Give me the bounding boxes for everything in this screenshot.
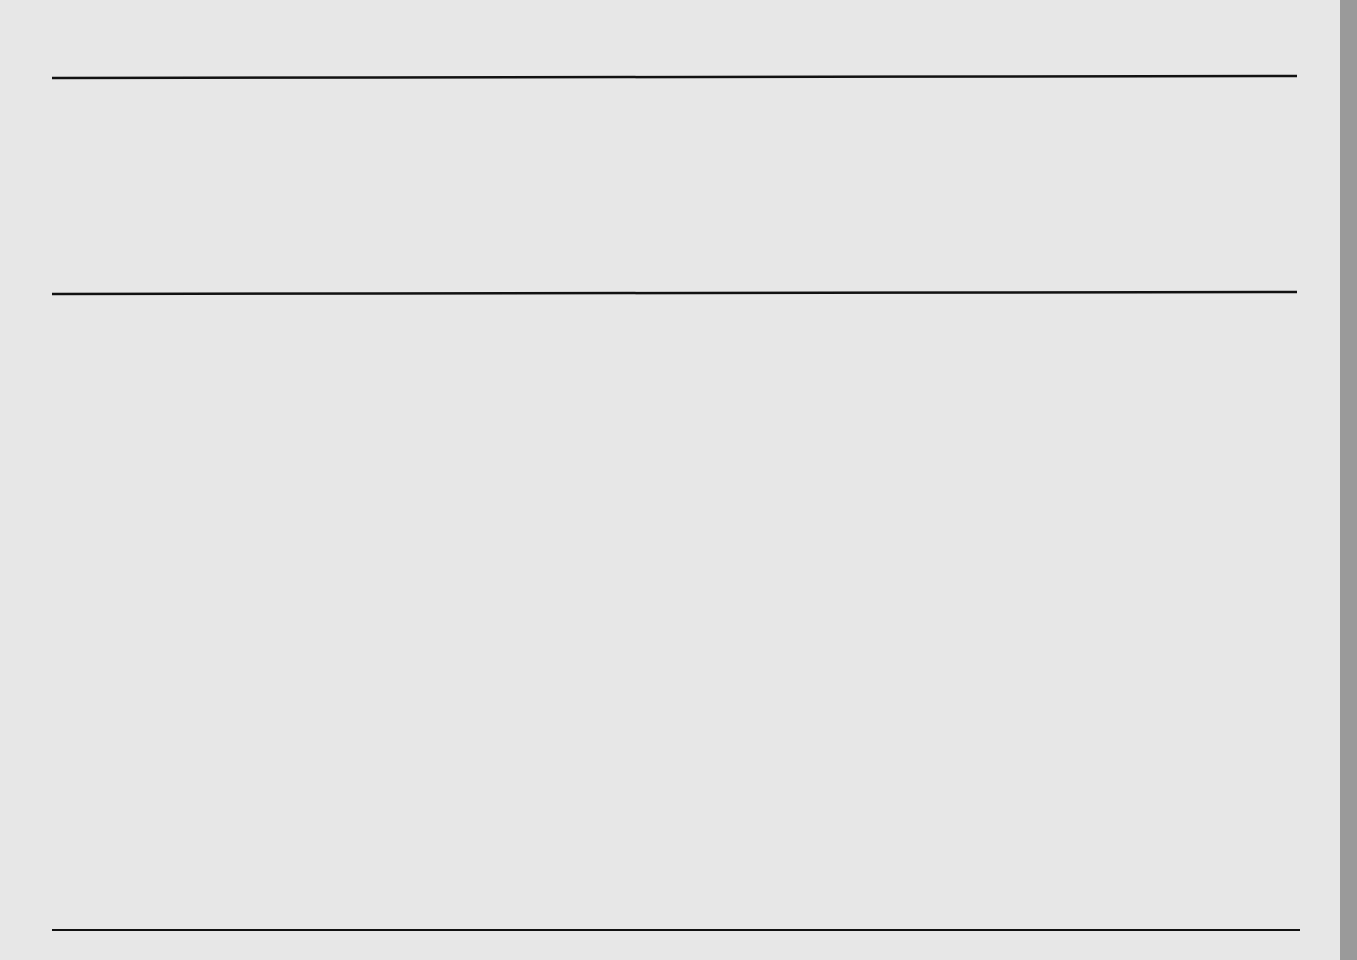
col4-header [402, 86, 440, 286]
col9-header [780, 86, 864, 286]
col13-header [1240, 86, 1304, 286]
top-rule [52, 76, 1297, 78]
col11-header [1022, 86, 1144, 286]
col7-header [630, 86, 738, 286]
col2-header [122, 86, 368, 286]
col3-header [370, 86, 400, 286]
col10-header [866, 86, 1020, 286]
col1-header [52, 86, 120, 286]
col6-header [476, 86, 628, 286]
col5-header [442, 86, 474, 286]
header-rule [52, 292, 1297, 294]
col12-header [1146, 86, 1238, 286]
col8-header [740, 86, 778, 286]
